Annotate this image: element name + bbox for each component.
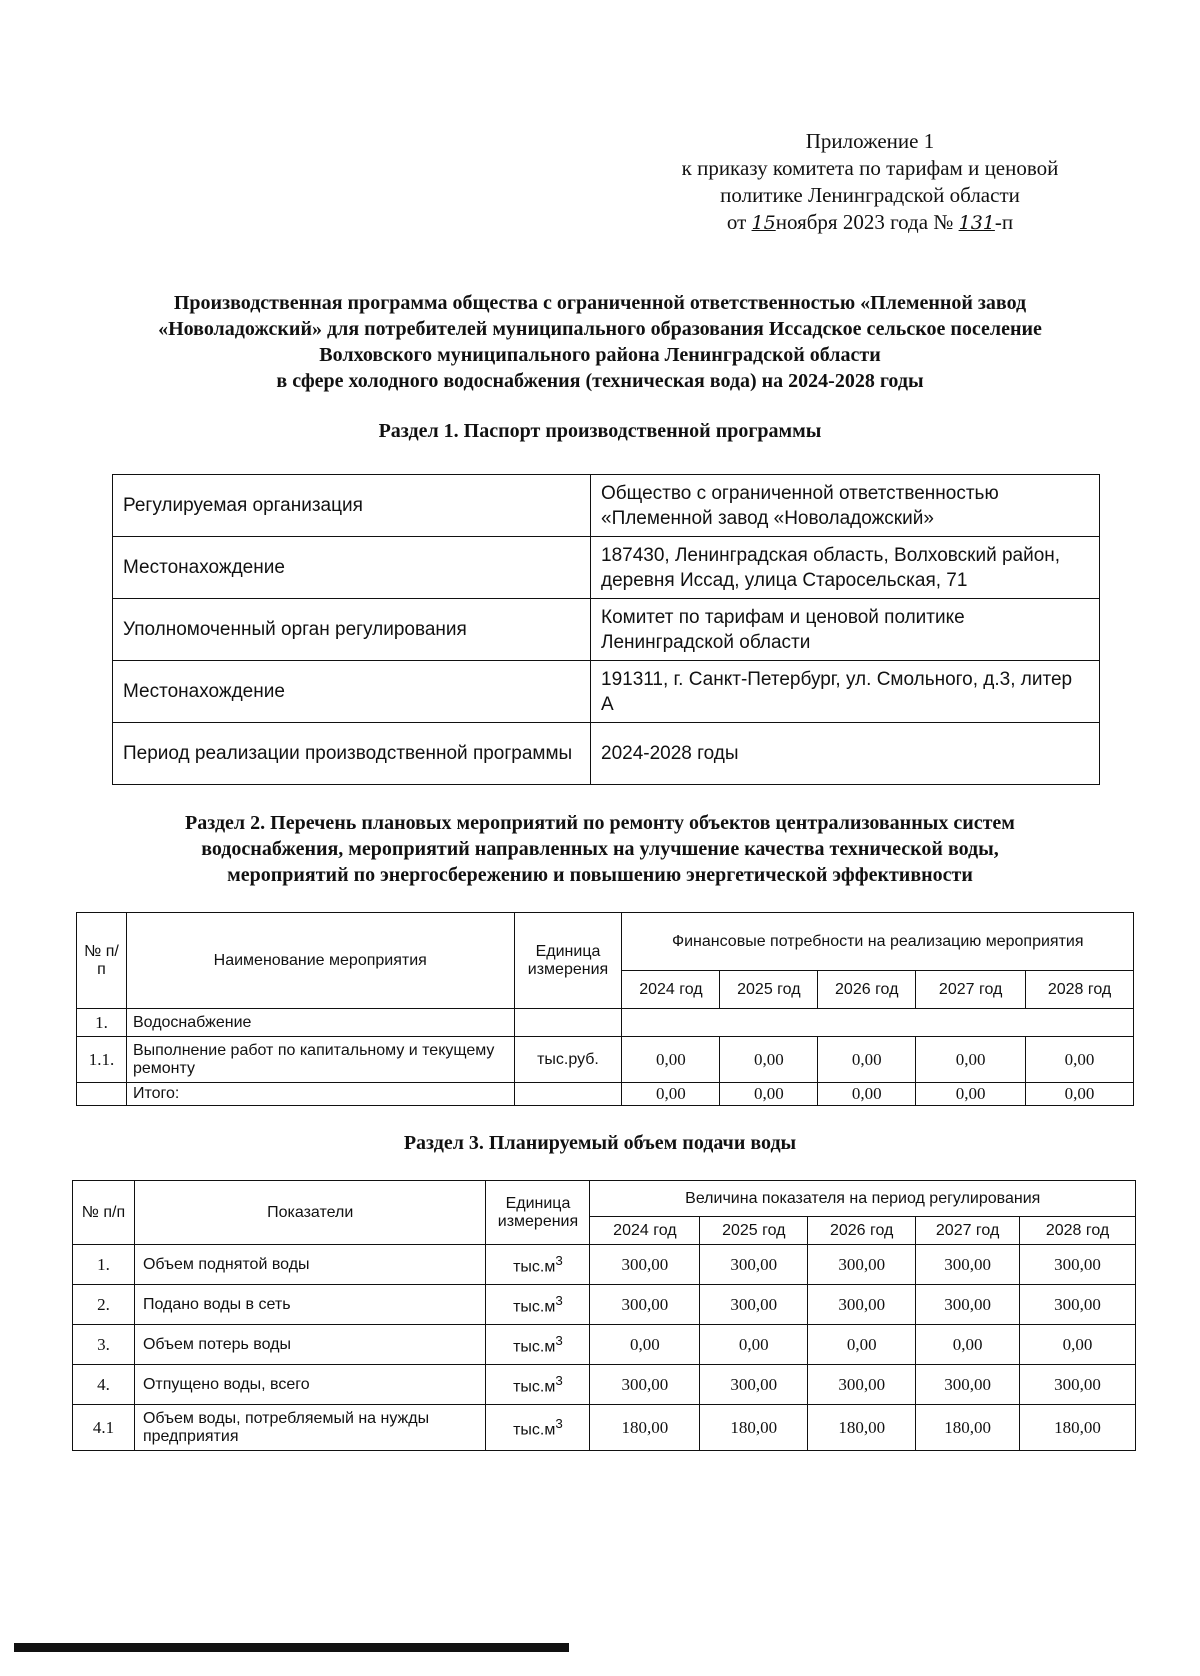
volume-table xyxy=(72,1180,1136,1451)
row-unit xyxy=(486,1285,590,1325)
measures-table xyxy=(76,912,1134,1106)
table-row xyxy=(77,1037,1134,1083)
col-header-financial: Финансовые потребности на реализацию мероприятия xyxy=(622,913,1134,971)
row-name: Выполнение работ по капитальному и текущему ремонту xyxy=(126,1037,514,1083)
order-number: 131 xyxy=(958,212,995,234)
passport-table xyxy=(112,474,1100,785)
row-value: 300,00 xyxy=(590,1285,700,1325)
section2-heading xyxy=(60,810,1140,888)
appendix-header xyxy=(600,128,1140,237)
title-line: «Новоладожский» для потребителей муниципального образования Иссадское сельское поселение xyxy=(158,318,1042,340)
appendix-date-line xyxy=(600,209,1140,237)
col-header-unit: Единица измерения xyxy=(514,913,622,1009)
row-value: 0,00 xyxy=(916,1037,1026,1083)
row-unit xyxy=(486,1405,590,1451)
section2-heading-line: мероприятий по энергосбережению и повышению энергетической эффективности xyxy=(227,864,973,886)
row-value: 180,00 xyxy=(916,1405,1020,1451)
passport-value: 2024-2028 годы xyxy=(591,723,1100,785)
date-month-year: ноября 2023 года № xyxy=(775,210,954,234)
row-num: 4.1 xyxy=(73,1405,135,1451)
row-value: 0,00 xyxy=(1026,1083,1134,1106)
row-unit xyxy=(486,1365,590,1405)
row-value: 300,00 xyxy=(916,1245,1020,1285)
row-value: 300,00 xyxy=(808,1245,916,1285)
row-name: Подано воды в сеть xyxy=(134,1285,486,1325)
col-header-year: 2025 год xyxy=(700,1217,808,1245)
row-value: 0,00 xyxy=(916,1083,1026,1106)
unit-base: тыс.м xyxy=(513,1338,556,1356)
col-header-unit: Единица измерения xyxy=(486,1181,590,1245)
row-num: 3. xyxy=(73,1325,135,1365)
row-value: 300,00 xyxy=(700,1285,808,1325)
row-value: 300,00 xyxy=(808,1365,916,1405)
row-value: 0,00 xyxy=(916,1325,1020,1365)
passport-label: Местонахождение xyxy=(113,537,591,599)
unit-base: тыс.м xyxy=(513,1378,556,1396)
passport-value: Комитет по тарифам и ценовой политике Ленинградской области xyxy=(591,599,1100,661)
row-num: 1. xyxy=(73,1245,135,1285)
table-row xyxy=(113,537,1100,599)
row-num: 2. xyxy=(73,1285,135,1325)
table-row xyxy=(113,661,1100,723)
table-row xyxy=(73,1325,1136,1365)
unit-base: тыс.м xyxy=(513,1258,556,1276)
row-value: 180,00 xyxy=(1020,1405,1136,1451)
unit-exponent: 3 xyxy=(555,1252,563,1268)
row-value: 300,00 xyxy=(916,1285,1020,1325)
passport-label: Период реализации производственной программы xyxy=(113,723,591,785)
unit-exponent: 3 xyxy=(555,1332,563,1348)
row-name: Объем потерь воды xyxy=(134,1325,486,1365)
row-unit xyxy=(486,1325,590,1365)
row-value: 300,00 xyxy=(916,1365,1020,1405)
unit-base: тыс.м xyxy=(513,1421,556,1439)
table-header-row xyxy=(77,913,1134,971)
row-value: 0,00 xyxy=(622,1037,720,1083)
row-value: 300,00 xyxy=(1020,1365,1136,1405)
row-value: 300,00 xyxy=(808,1285,916,1325)
col-header-year: 2026 год xyxy=(808,1217,916,1245)
row-unit xyxy=(514,1083,622,1106)
unit-base: тыс.м xyxy=(513,1298,556,1316)
row-value: 0,00 xyxy=(818,1083,916,1106)
document-title xyxy=(60,290,1140,394)
title-line: Волховского муниципального района Ленинградской области xyxy=(319,344,881,366)
table-row-total xyxy=(77,1083,1134,1106)
table-header-row xyxy=(73,1181,1136,1217)
col-header-num: № п/п xyxy=(73,1181,135,1245)
col-header-year: 2026 год xyxy=(818,971,916,1009)
col-header-year: 2024 год xyxy=(622,971,720,1009)
row-value: 0,00 xyxy=(720,1037,818,1083)
date-prefix: от xyxy=(726,210,747,234)
table-row xyxy=(77,1009,1134,1037)
row-value: 300,00 xyxy=(590,1365,700,1405)
order-suffix: -п xyxy=(994,210,1014,234)
title-line: Производственная программа общества с ограниченной ответственностью «Племенной завод xyxy=(173,292,1027,314)
col-header-period: Величина показателя на период регулирования xyxy=(590,1181,1136,1217)
row-name: Водоснабжение xyxy=(126,1009,514,1037)
row-value: 0,00 xyxy=(622,1083,720,1106)
title-line: в сфере холодного водоснабжения (техническая вода) на 2024-2028 годы xyxy=(276,370,924,392)
date-day: 15 xyxy=(751,212,776,234)
row-unit xyxy=(514,1009,622,1037)
appendix-title: Приложение 1 xyxy=(805,129,935,153)
row-value: 180,00 xyxy=(590,1405,700,1451)
unit-exponent: 3 xyxy=(555,1372,563,1388)
table-row xyxy=(113,723,1100,785)
appendix-authority: политике Ленинградской области xyxy=(720,183,1020,207)
row-value: 300,00 xyxy=(700,1245,808,1285)
row-value: 0,00 xyxy=(1026,1037,1134,1083)
col-header-year: 2028 год xyxy=(1020,1217,1136,1245)
row-value: 300,00 xyxy=(1020,1245,1136,1285)
col-header-year: 2024 год xyxy=(590,1217,700,1245)
table-row xyxy=(73,1365,1136,1405)
col-header-year: 2025 год xyxy=(720,971,818,1009)
row-name: Отпущено воды, всего xyxy=(134,1365,486,1405)
row-value: 0,00 xyxy=(1020,1325,1136,1365)
passport-value: 191311, г. Санкт-Петербург, ул. Смольного, д.3, литер А xyxy=(591,661,1100,723)
row-value: 180,00 xyxy=(700,1405,808,1451)
row-num: 4. xyxy=(73,1365,135,1405)
col-header-name: Наименование мероприятия xyxy=(126,913,514,1009)
table-row xyxy=(73,1405,1136,1451)
unit-exponent: 3 xyxy=(555,1292,563,1308)
unit-exponent: 3 xyxy=(555,1415,563,1431)
row-name: Объем поднятой воды xyxy=(134,1245,486,1285)
section2-heading-line: водоснабжения, мероприятий направленных на улучшение качества технической воды, xyxy=(201,838,999,860)
table-row xyxy=(113,475,1100,537)
row-name: Объем воды, потребляемый на нужды предприятия xyxy=(134,1405,486,1451)
row-name: Итого: xyxy=(126,1083,514,1106)
table-row xyxy=(113,599,1100,661)
passport-label: Регулируемая организация xyxy=(113,475,591,537)
col-header-year: 2027 год xyxy=(916,971,1026,1009)
row-unit xyxy=(486,1245,590,1285)
row-value: 0,00 xyxy=(818,1037,916,1083)
row-num: 1. xyxy=(77,1009,127,1037)
row-num xyxy=(77,1083,127,1106)
row-value: 300,00 xyxy=(1020,1285,1136,1325)
row-unit: тыс.руб. xyxy=(514,1037,622,1083)
col-header-year: 2027 год xyxy=(916,1217,1020,1245)
row-num: 1.1. xyxy=(77,1037,127,1083)
appendix-order-ref: к приказу комитета по тарифам и ценовой xyxy=(681,156,1059,180)
row-value: 0,00 xyxy=(808,1325,916,1365)
passport-label: Уполномоченный орган регулирования xyxy=(113,599,591,661)
passport-label: Местонахождение xyxy=(113,661,591,723)
col-header-num: № п/п xyxy=(77,913,127,1009)
section1-heading: Раздел 1. Паспорт производственной программы xyxy=(378,420,822,442)
row-value: 300,00 xyxy=(700,1365,808,1405)
scan-edge-bar xyxy=(14,1643,569,1652)
passport-value: Общество с ограниченной ответственностью «Племенной завод «Новоладожский» xyxy=(591,475,1100,537)
table-row xyxy=(73,1245,1136,1285)
row-values-empty xyxy=(622,1009,1134,1037)
section2-heading-line: Раздел 2. Перечень плановых мероприятий по ремонту объектов централизованных систем xyxy=(185,812,1015,834)
row-value: 0,00 xyxy=(590,1325,700,1365)
row-value: 300,00 xyxy=(590,1245,700,1285)
passport-value: 187430, Ленинградская область, Волховский район, деревня Иссад, улица Старосельская, 71 xyxy=(591,537,1100,599)
col-header-year: 2028 год xyxy=(1026,971,1134,1009)
table-row xyxy=(73,1285,1136,1325)
row-value: 180,00 xyxy=(808,1405,916,1451)
row-value: 0,00 xyxy=(700,1325,808,1365)
section3-heading: Раздел 3. Планируемый объем подачи воды xyxy=(403,1132,797,1154)
row-value: 0,00 xyxy=(720,1083,818,1106)
col-header-name: Показатели xyxy=(134,1181,486,1245)
